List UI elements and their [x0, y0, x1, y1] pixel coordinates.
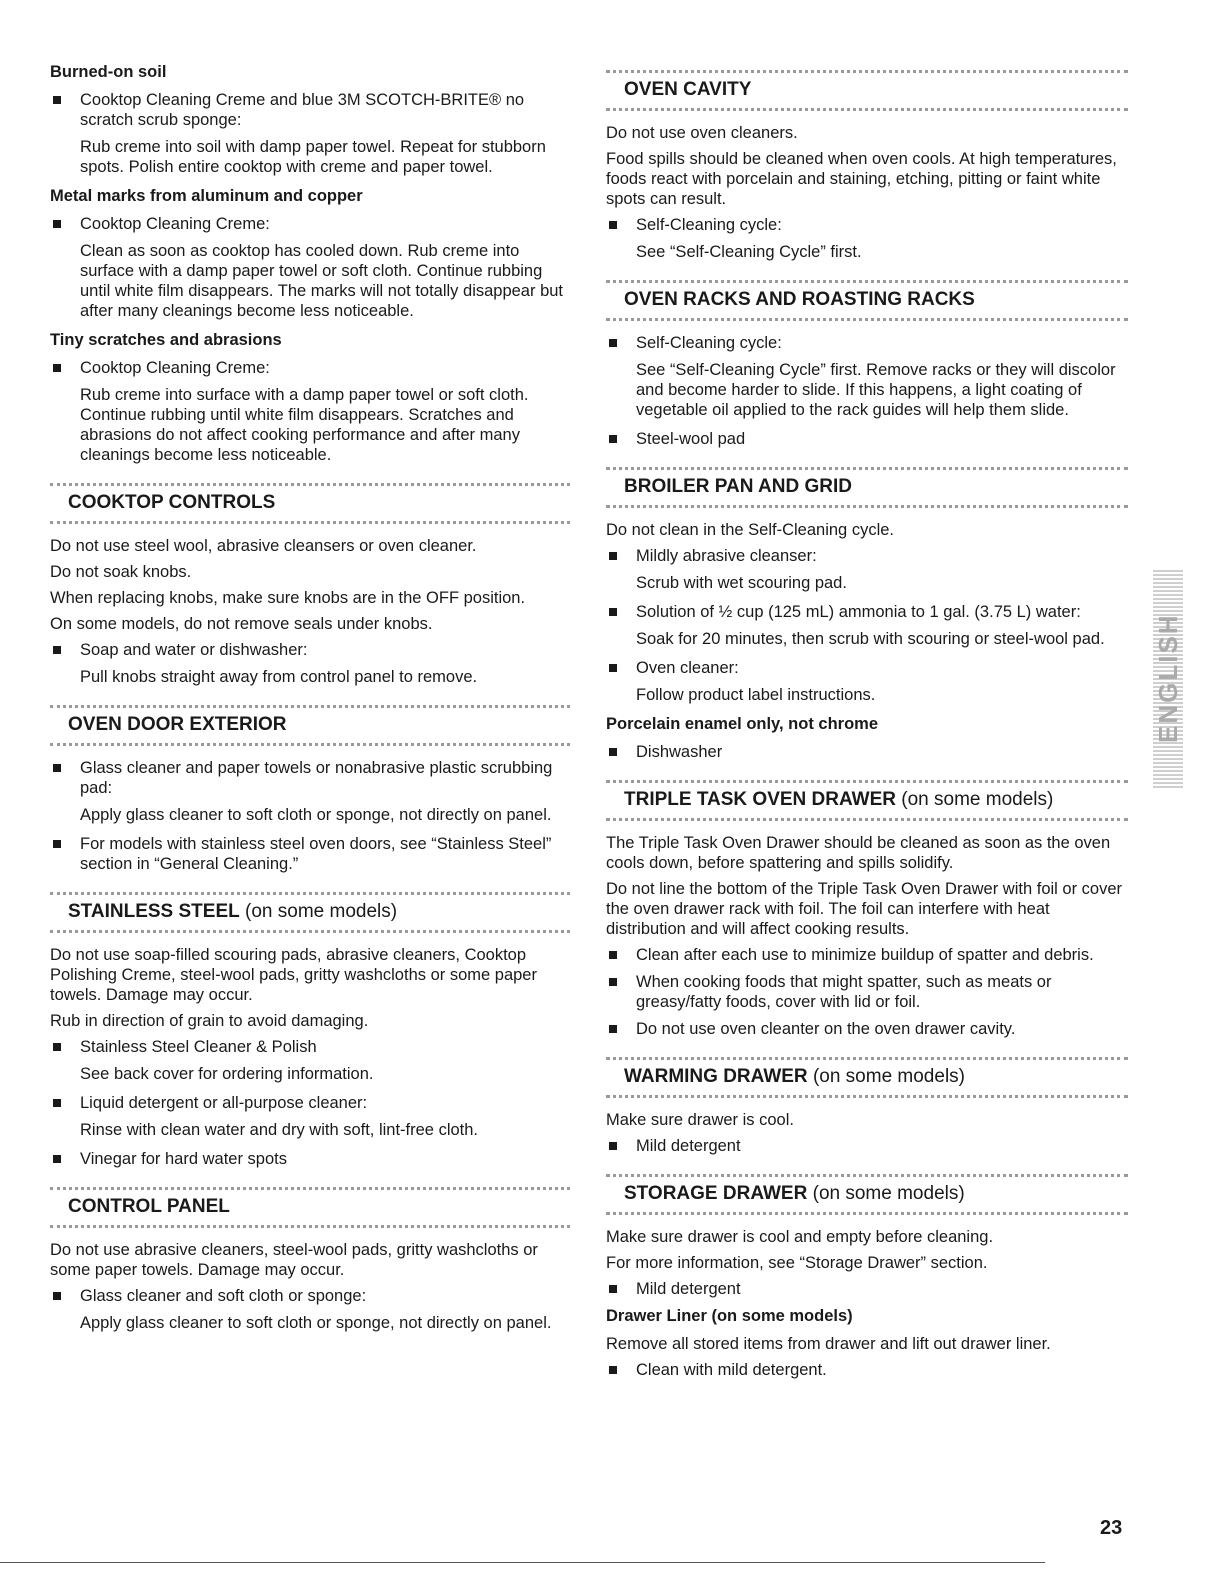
bullet-item: Solution of ½ cup (125 mL) ammonia to 1 gal. (3.75 L) water:: [606, 602, 1128, 622]
right-column: [606, 62, 1128, 1387]
bullet-detail: Follow product label instructions.: [636, 686, 876, 704]
bullet-detail: See “Self-Cleaning Cycle” first.: [636, 243, 862, 261]
paragraph: Do not clean in the Self-Cleaning cycle.: [606, 521, 894, 539]
bullet-detail: Apply glass cleaner to soft cloth or sponge, not directly on panel.: [80, 806, 552, 824]
bullet-item: Stainless Steel Cleaner & Polish: [50, 1037, 570, 1057]
bullet-item: Glass cleaner and paper towels or nonabrasive plastic scrubbing pad:: [50, 758, 570, 798]
cooktop-controls-section-title: [50, 483, 570, 524]
paragraph: Do not line the bottom of the Triple Task Oven Drawer with foil or cover the oven drawer rack with foil. The foil can interfere with heat distribution and will affect cooking results.: [606, 880, 1123, 938]
page-number: 23: [1100, 1517, 1123, 1539]
oven-cavity-section-title: [606, 70, 1128, 111]
scratches-heading: Tiny scratches and abrasions: [50, 331, 282, 349]
section-title-text: STAINLESS STEEL: [68, 901, 240, 922]
bullet-item: Clean after each use to minimize buildup of spatter and debris.: [606, 945, 1128, 965]
bullet-item: Cooktop Cleaning Creme and blue 3M SCOTCH-BRITE® no scratch scrub sponge:: [50, 90, 570, 130]
bullet-detail: Apply glass cleaner to soft cloth or sponge, not directly on panel.: [80, 1314, 552, 1332]
bullet-item: Cooktop Cleaning Creme:: [50, 358, 570, 378]
bullet-item: Glass cleaner and soft cloth or sponge:: [50, 1286, 570, 1306]
bullet-item: Dishwasher: [606, 742, 1128, 762]
bullet-item: Liquid detergent or all-purpose cleaner:: [50, 1093, 570, 1113]
section-title-text: OVEN CAVITY: [624, 79, 752, 100]
bullet-detail: See “Self-Cleaning Cycle” first. Remove racks or they will discolor and become harder to slide. If this happens, a light coating of vegetable oil applied to the rack guides will help them slide.: [636, 361, 1116, 419]
bullet-item: When cooking foods that might spatter, such as meats or greasy/fatty foods, cover with lid or foil.: [606, 972, 1128, 1012]
storage-drawer-section-title: [606, 1174, 1128, 1215]
section-title-text: STORAGE DRAWER: [624, 1183, 808, 1204]
burned-soil-heading: Burned-on soil: [50, 63, 167, 81]
bullet-detail: Scrub with wet scouring pad.: [636, 574, 847, 592]
section-title-text: BROILER PAN AND GRID: [624, 476, 852, 497]
bullet-item: Clean with mild detergent.: [606, 1360, 1128, 1380]
bullet-item: For models with stainless steel oven doors, see “Stainless Steel” section in “General Cleaning.”: [50, 834, 570, 874]
paragraph: When replacing knobs, make sure knobs are in the OFF position.: [50, 589, 526, 607]
section-title-text: CONTROL PANEL: [68, 1196, 230, 1217]
section-modifier: (on some models): [245, 901, 398, 922]
paragraph: Do not use abrasive cleaners, steel-wool pads, gritty washcloths or some paper towels. Damage may occur.: [50, 1241, 538, 1279]
bullet-item: Mild detergent: [606, 1279, 1128, 1299]
oven-racks-section-title: [606, 280, 1128, 321]
left-column: [50, 62, 570, 1342]
paragraph: Do not use oven cleaners.: [606, 124, 798, 142]
bullet-item: Mild detergent: [606, 1136, 1128, 1156]
paragraph: Rub in direction of grain to avoid damaging.: [50, 1012, 369, 1030]
paragraph: Make sure drawer is cool.: [606, 1111, 794, 1129]
bullet-detail: See back cover for ordering information.: [80, 1065, 374, 1083]
bullet-item: Self-Cleaning cycle:: [606, 333, 1128, 353]
section-modifier: (on some models): [812, 1066, 965, 1087]
bullet-item: Do not use oven cleanter on the oven drawer cavity.: [606, 1019, 1128, 1039]
paragraph: The Triple Task Oven Drawer should be cleaned as soon as the oven cools down, before spattering and spills solidify.: [606, 834, 1111, 872]
bullet-item: Cooktop Cleaning Creme:: [50, 214, 570, 234]
section-title-text: OVEN DOOR EXTERIOR: [68, 714, 287, 735]
broiler-section-title: [606, 467, 1128, 508]
bullet-detail: Rub creme into surface with a damp paper towel or soft cloth. Continue rubbing until white film disappears. Scratches and abrasions do not affect cooking performance and after many cleanings become less noticeable.: [80, 386, 529, 464]
control-panel-section-title: [50, 1187, 570, 1228]
paragraph: For more information, see “Storage Drawer” section.: [606, 1254, 988, 1272]
paragraph: Do not use soap-filled scouring pads, abrasive cleaners, Cooktop Polishing Creme, steel-wool pads, gritty washcloths or some paper towels. Damage may occur.: [50, 946, 537, 1004]
section-modifier: (on some models): [901, 789, 1054, 810]
bullet-item: Oven cleaner:: [606, 658, 1128, 678]
bullet-item: Mildly abrasive cleanser:: [606, 546, 1128, 566]
stainless-section-title: [50, 892, 570, 933]
language-side-tab-label: ENGLISH: [1153, 613, 1183, 743]
paragraph: Food spills should be cleaned when oven cools. At high temperatures, foods react with porcelain and staining, etching, pitting or faint white spots can result.: [606, 150, 1117, 208]
metal-marks-heading: Metal marks from aluminum and copper: [50, 187, 363, 205]
section-title-text: OVEN RACKS AND ROASTING RACKS: [624, 289, 975, 310]
section-title-text: COOKTOP CONTROLS: [68, 492, 276, 513]
porcelain-heading: Porcelain enamel only, not chrome: [606, 715, 879, 733]
drawer-liner-heading: Drawer Liner (on some models): [606, 1307, 853, 1325]
paragraph: Do not use steel wool, abrasive cleansers or oven cleaner.: [50, 537, 477, 555]
triple-task-section-title: [606, 780, 1128, 821]
bullet-detail: Rinse with clean water and dry with soft, lint-free cloth.: [80, 1121, 479, 1139]
paragraph: Remove all stored items from drawer and lift out drawer liner.: [606, 1335, 1051, 1353]
bullet-item: Soap and water or dishwasher:: [50, 640, 570, 660]
footer-rule: [0, 1562, 1045, 1563]
bullet-item: Self-Cleaning cycle:: [606, 215, 1128, 235]
bullet-detail: Pull knobs straight away from control panel to remove.: [80, 668, 478, 686]
paragraph: Do not soak knobs.: [50, 563, 192, 581]
bullet-detail: Clean as soon as cooktop has cooled down. Rub creme into surface with a damp paper towel or soft cloth. Continue rubbing until white film disappears. The marks will not totally disappear but after many cleanings become less noticeable.: [80, 242, 564, 320]
section-modifier: (on some models): [812, 1183, 965, 1204]
bullet-item: Vinegar for hard water spots: [50, 1149, 570, 1169]
bullet-detail: Rub creme into soil with damp paper towel. Repeat for stubborn spots. Polish entire cooktop with creme and paper towel.: [80, 138, 546, 176]
section-title-text: WARMING DRAWER: [624, 1066, 808, 1087]
paragraph: Make sure drawer is cool and empty before cleaning.: [606, 1228, 994, 1246]
bullet-item: Steel-wool pad: [606, 429, 1128, 449]
warming-drawer-section-title: [606, 1057, 1128, 1098]
section-title-text: TRIPLE TASK OVEN DRAWER: [624, 789, 896, 810]
paragraph: On some models, do not remove seals under knobs.: [50, 615, 433, 633]
oven-door-section-title: [50, 705, 570, 746]
bullet-detail: Soak for 20 minutes, then scrub with scouring or steel-wool pad.: [636, 630, 1105, 648]
